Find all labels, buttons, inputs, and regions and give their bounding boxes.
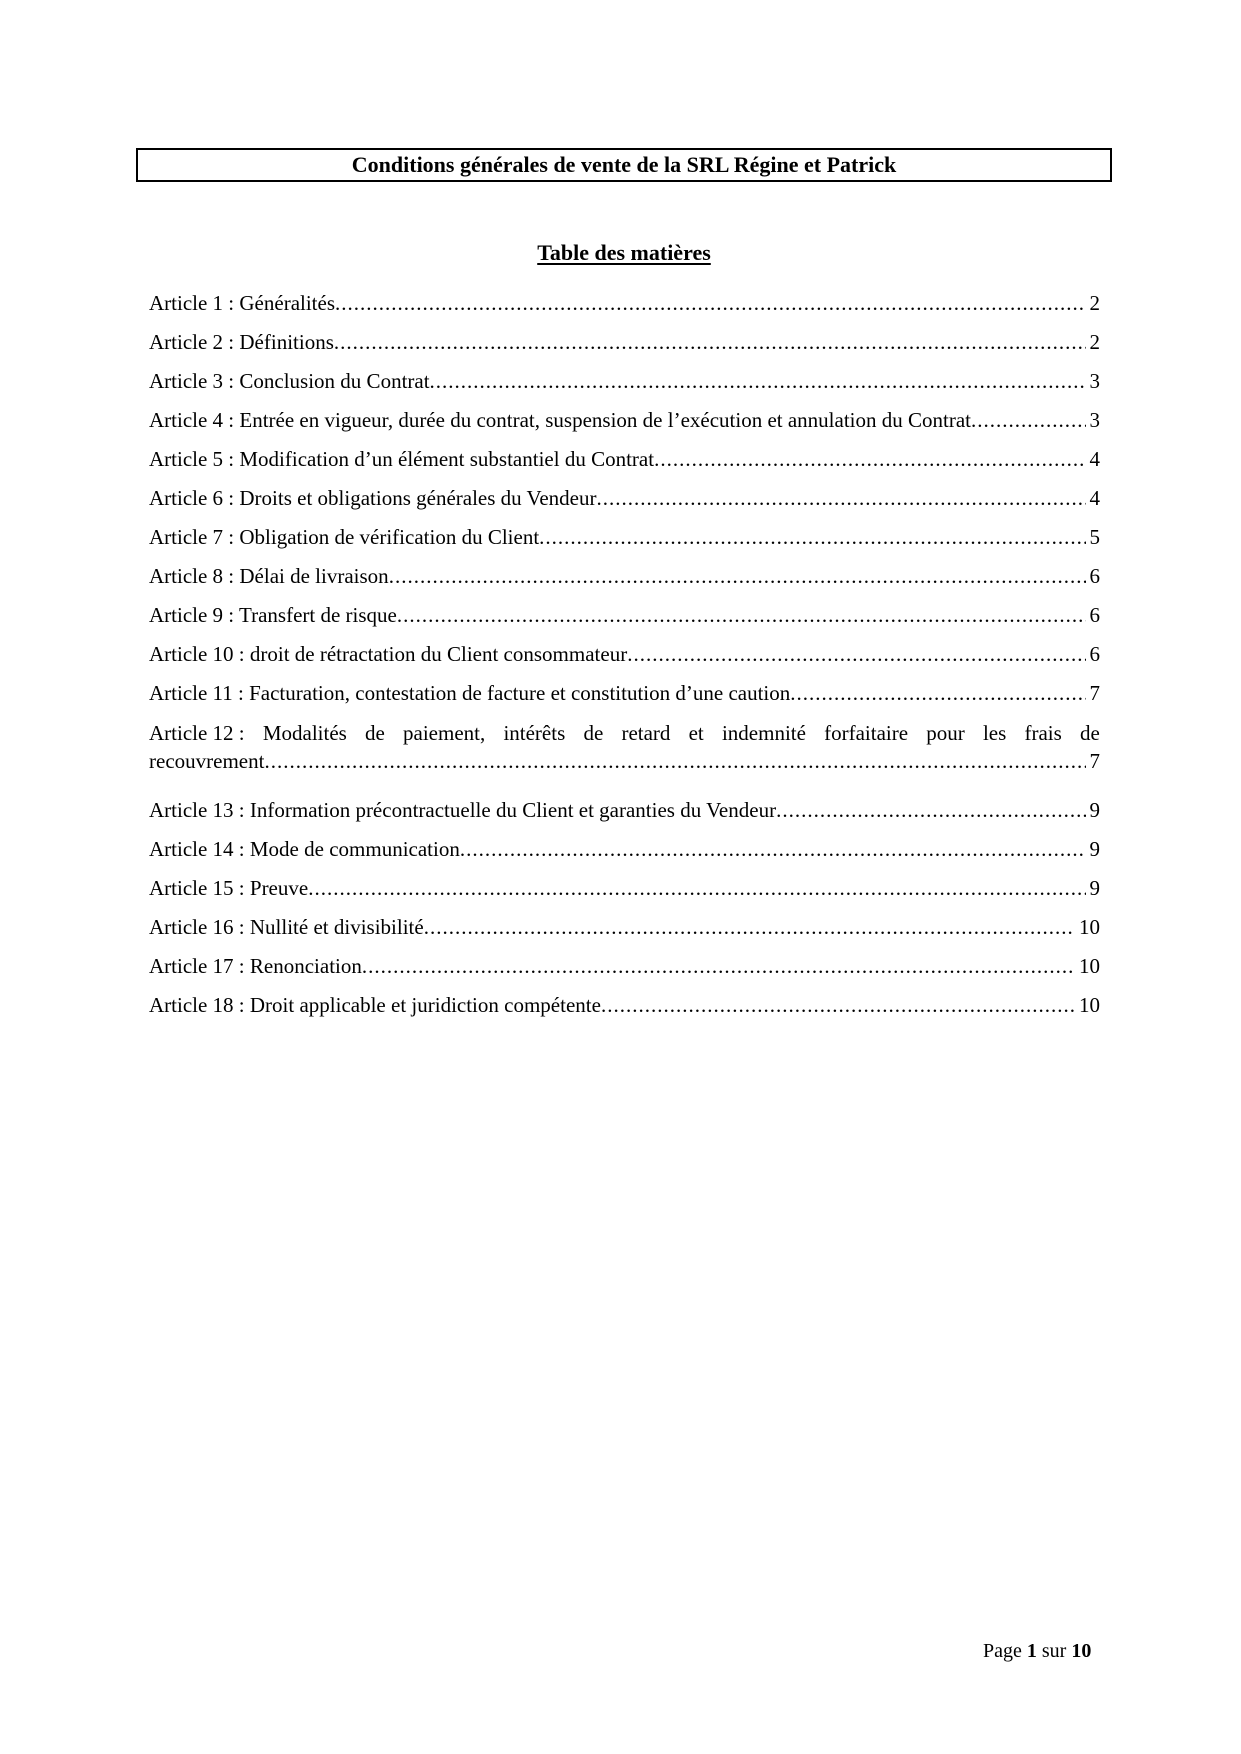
table-of-contents [149,284,1100,1025]
toc-entry-word: frais [1024,721,1062,745]
toc-dot-leader [539,518,1085,557]
toc-entry-word: paiement, [403,721,486,745]
toc-entry[interactable] [149,635,1100,674]
toc-entry-page: 9 [1089,876,1100,900]
toc-dot-leader [776,791,1085,830]
toc-entry-label: Article 18 : Droit applicable et juridiction compétente [149,993,601,1017]
toc-entry-word: forfaitaire [824,721,909,745]
toc-dot-leader [389,557,1086,596]
toc-entry-label: Article 3 : Conclusion du Contrat [149,369,430,393]
toc-entry[interactable] [149,986,1100,1025]
toc-entry-word: indemnité [721,721,806,745]
toc-dot-leader [627,635,1085,674]
toc-dot-leader [601,986,1075,1025]
toc-entry-word: Article 12 : [149,721,245,745]
toc-entry[interactable] [149,674,1100,713]
toc-entry-word: Modalités [262,721,347,745]
toc-entry[interactable] [149,713,1100,791]
toc-entry-label: Article 8 : Délai de livraison [149,564,389,588]
toc-entry[interactable] [149,947,1100,986]
toc-entry-word: pour [926,721,965,745]
toc-entry-label: Article 7 : Obligation de vérification du Client [149,525,540,549]
toc-entry-page: 2 [1089,330,1100,354]
toc-entry-page: 4 [1089,447,1100,471]
toc-heading: Table des matières [537,240,711,265]
toc-entry-page: 6 [1089,564,1100,588]
toc-entry-page: 7 [1089,749,1100,773]
toc-entry-label: Article 17 : Renonciation [149,954,362,978]
toc-dot-leader [362,947,1075,986]
toc-entry-word: les [982,721,1007,745]
toc-dot-leader [334,323,1086,362]
toc-dot-leader [790,674,1085,713]
toc-entry-page: 3 [1089,408,1100,432]
toc-entry-page: 10 [1079,993,1100,1017]
toc-entry-label: Article 14 : Mode de communication [149,837,460,861]
toc-entry-page: 7 [1089,681,1100,705]
toc-entry-page: 3 [1089,369,1100,393]
toc-entry[interactable] [149,830,1100,869]
toc-entry-label: Article 13 : Information précontractuelle du Client et garanties du Vendeur [149,798,777,822]
toc-dot-leader [654,440,1085,479]
toc-entry-label-line1 [149,719,1100,747]
toc-entry-word: intérêts [503,721,566,745]
toc-entry[interactable] [149,401,1100,440]
toc-dot-leader [397,596,1086,635]
toc-entry-page: 4 [1089,486,1100,510]
toc-dot-leader [264,747,1085,775]
toc-entry[interactable] [149,596,1100,635]
toc-entry-label: Article 10 : droit de rétractation du Client consommateur [149,642,628,666]
toc-entry[interactable] [149,869,1100,908]
toc-entry-label: Article 11 : Facturation, contestation de facture et constitution d’une caution [149,681,791,705]
document-title-box [136,148,1112,182]
toc-entry-label: Article 2 : Définitions [149,330,334,354]
footer-current-page: 1 [1026,1640,1037,1662]
toc-entry[interactable] [149,284,1100,323]
toc-entry[interactable] [149,323,1100,362]
toc-entry[interactable] [149,791,1100,830]
toc-entry-label: Article 4 : Entrée en vigueur, durée du contrat, suspension de l’exécution et annulation du Contrat [149,408,971,432]
toc-entry-label: Article 1 : Généralités [149,291,336,315]
toc-dot-leader [460,830,1086,869]
toc-entry-page: 10 [1079,915,1100,939]
toc-dot-leader [424,908,1075,947]
toc-entry-page: 9 [1089,798,1100,822]
toc-dot-leader [971,401,1086,440]
toc-entry[interactable] [149,362,1100,401]
toc-entry[interactable] [149,557,1100,596]
toc-entry[interactable] [149,479,1100,518]
toc-entry-label-line2: recouvrement [149,749,265,773]
toc-entry-page: 9 [1089,837,1100,861]
toc-entry-page: 2 [1089,291,1100,315]
toc-dot-leader [335,284,1085,323]
toc-entry-label: Article 6 : Droits et obligations générales du Vendeur [149,486,597,510]
document-title: Conditions générales de vente de la SRL Régine et Patrick [351,152,897,177]
toc-entry-label: Article 16 : Nullité et divisibilité [149,915,424,939]
toc-entry-page: 10 [1079,954,1100,978]
toc-entry[interactable] [149,440,1100,479]
footer-total-pages: 10 [1071,1640,1092,1662]
toc-entry-word: de [1079,721,1100,745]
toc-entry-word: de [583,721,604,745]
page-footer [983,1640,1091,1663]
toc-dot-leader [597,479,1086,518]
footer-prefix: Page [983,1640,1022,1662]
toc-entry-word: retard [621,721,671,745]
toc-dot-leader [430,362,1086,401]
toc-entry-word: de [365,721,385,745]
toc-entry[interactable] [149,908,1100,947]
toc-entry-word: et [688,721,704,745]
toc-entry-page: 6 [1089,642,1100,666]
toc-entry-label: Article 5 : Modification d’un élément substantiel du Contrat [149,447,655,471]
footer-middle: sur [1041,1640,1067,1662]
toc-entry-label: Article 15 : Preuve [149,876,309,900]
toc-entry-page: 6 [1089,603,1100,627]
toc-entry-label: Article 9 : Transfert de risque [149,603,397,627]
toc-entry-page: 5 [1089,525,1100,549]
toc-entry[interactable] [149,518,1100,557]
toc-dot-leader [308,869,1085,908]
